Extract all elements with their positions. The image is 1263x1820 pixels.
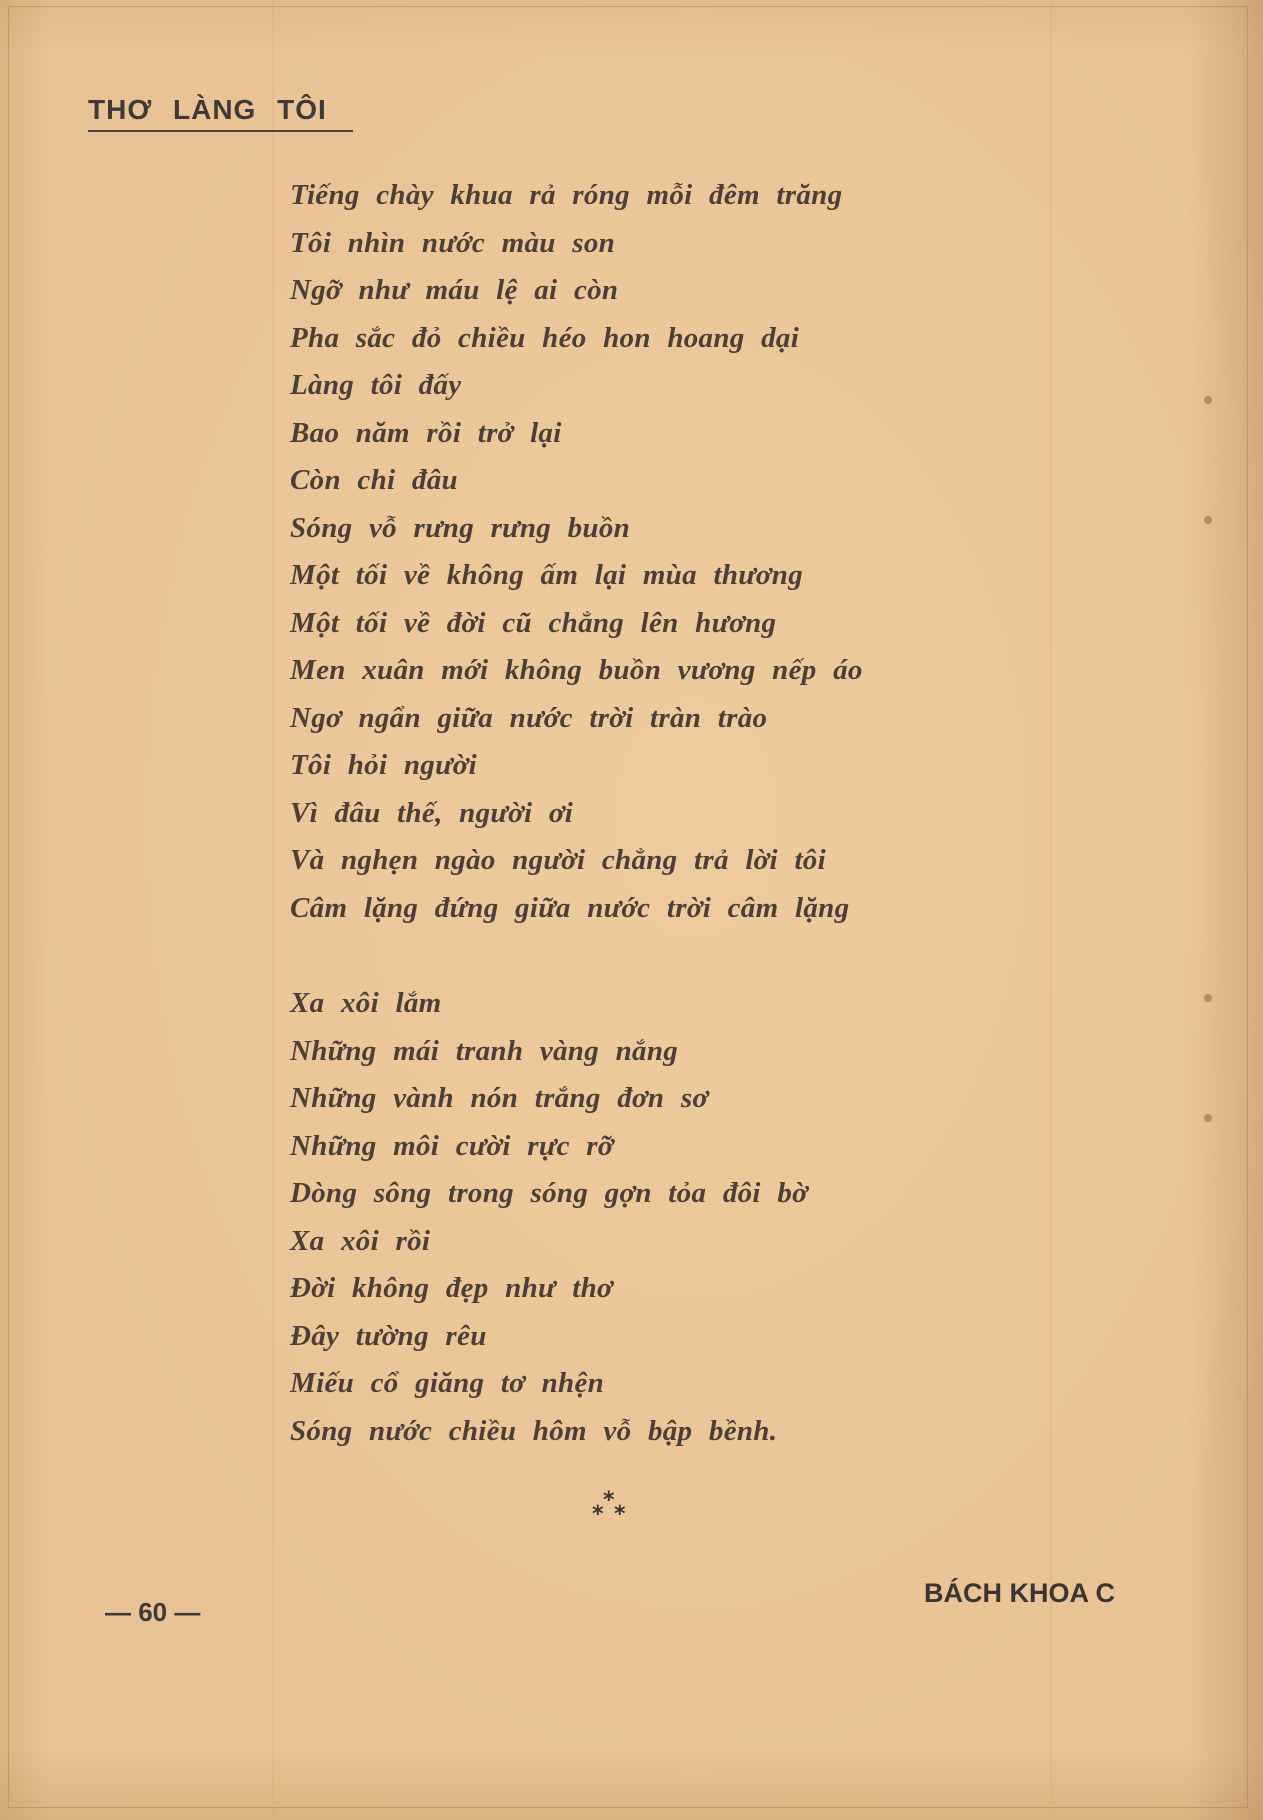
poem-body xyxy=(290,172,970,1455)
binding-hole xyxy=(1204,1114,1212,1122)
verse-line: Bao năm rồi trở lại xyxy=(290,416,562,449)
page-number: — 60 — xyxy=(105,1597,201,1627)
verse-line: Tôi nhìn nước màu son xyxy=(290,226,616,259)
verse-line: Miếu cổ giăng tơ nhện xyxy=(290,1367,605,1399)
running-head-title: THƠ LÀNG TÔI xyxy=(88,94,327,125)
verse-line: Tiếng chày khua rả róng mỗi đêm trăng xyxy=(290,179,843,211)
poem-stanza xyxy=(290,980,970,1455)
binding-hole xyxy=(1204,994,1212,1002)
asterisk-mark: * xyxy=(592,1502,604,1527)
verse-line: Đời không đẹp như thơ xyxy=(290,1272,613,1304)
verse-line: Pha sắc đỏ chiều héo hon hoang dại xyxy=(290,321,800,354)
verse-line: Men xuân mới không buồn vương nếp áo xyxy=(290,654,863,686)
asterisk-mark: * xyxy=(614,1502,626,1527)
verse-line: Ngỡ như máu lệ ai còn xyxy=(290,274,619,306)
verse-line: Câm lặng đứng giữa nước trời câm lặng xyxy=(290,891,850,924)
verse-line: Xa xôi rồi xyxy=(290,1224,431,1257)
running-head-rule xyxy=(88,130,353,132)
paper-fold-line xyxy=(272,0,274,1820)
verse-line: Dòng sông trong sóng gợn tỏa đôi bờ xyxy=(290,1177,808,1209)
verse-line: Tôi hỏi người xyxy=(290,749,477,781)
verse-line: Và nghẹn ngào người chẳng trả lời tôi xyxy=(290,844,826,876)
verse-line: Những vành nón trắng đơn sơ xyxy=(290,1082,709,1114)
verse-line: Những mái tranh vàng nắng xyxy=(290,1034,679,1067)
verse-line: Làng tôi đấy xyxy=(290,369,462,401)
verse-line: Sóng vỗ rưng rưng buồn xyxy=(290,511,631,544)
section-break-asterism xyxy=(580,1490,640,1530)
verse-line: Ngơ ngẩn giữa nước trời tràn trào xyxy=(290,701,768,734)
verse-line: Sóng nước chiều hôm vỗ bập bềnh. xyxy=(290,1414,778,1447)
verse-line: Những môi cười rực rỡ xyxy=(290,1129,614,1162)
binding-hole xyxy=(1204,396,1212,404)
verse-line: Đây tường rêu xyxy=(290,1319,487,1352)
binding-hole xyxy=(1204,516,1212,524)
verse-line: Còn chi đâu xyxy=(290,464,458,496)
paper-fold-line xyxy=(1050,0,1052,1820)
verse-line: Xa xôi lắm xyxy=(290,987,442,1019)
verse-line: Vì đâu thế, người ơi xyxy=(290,796,574,829)
verse-line: Một tối về đời cũ chẳng lên hương xyxy=(290,606,777,639)
verse-line: Một tối về không ấm lại mùa thương xyxy=(290,559,804,591)
poem-stanza xyxy=(290,172,970,932)
publication-name: BÁCH KHOA C xyxy=(924,1578,1115,1608)
asterisk-mark: * xyxy=(603,1488,615,1513)
